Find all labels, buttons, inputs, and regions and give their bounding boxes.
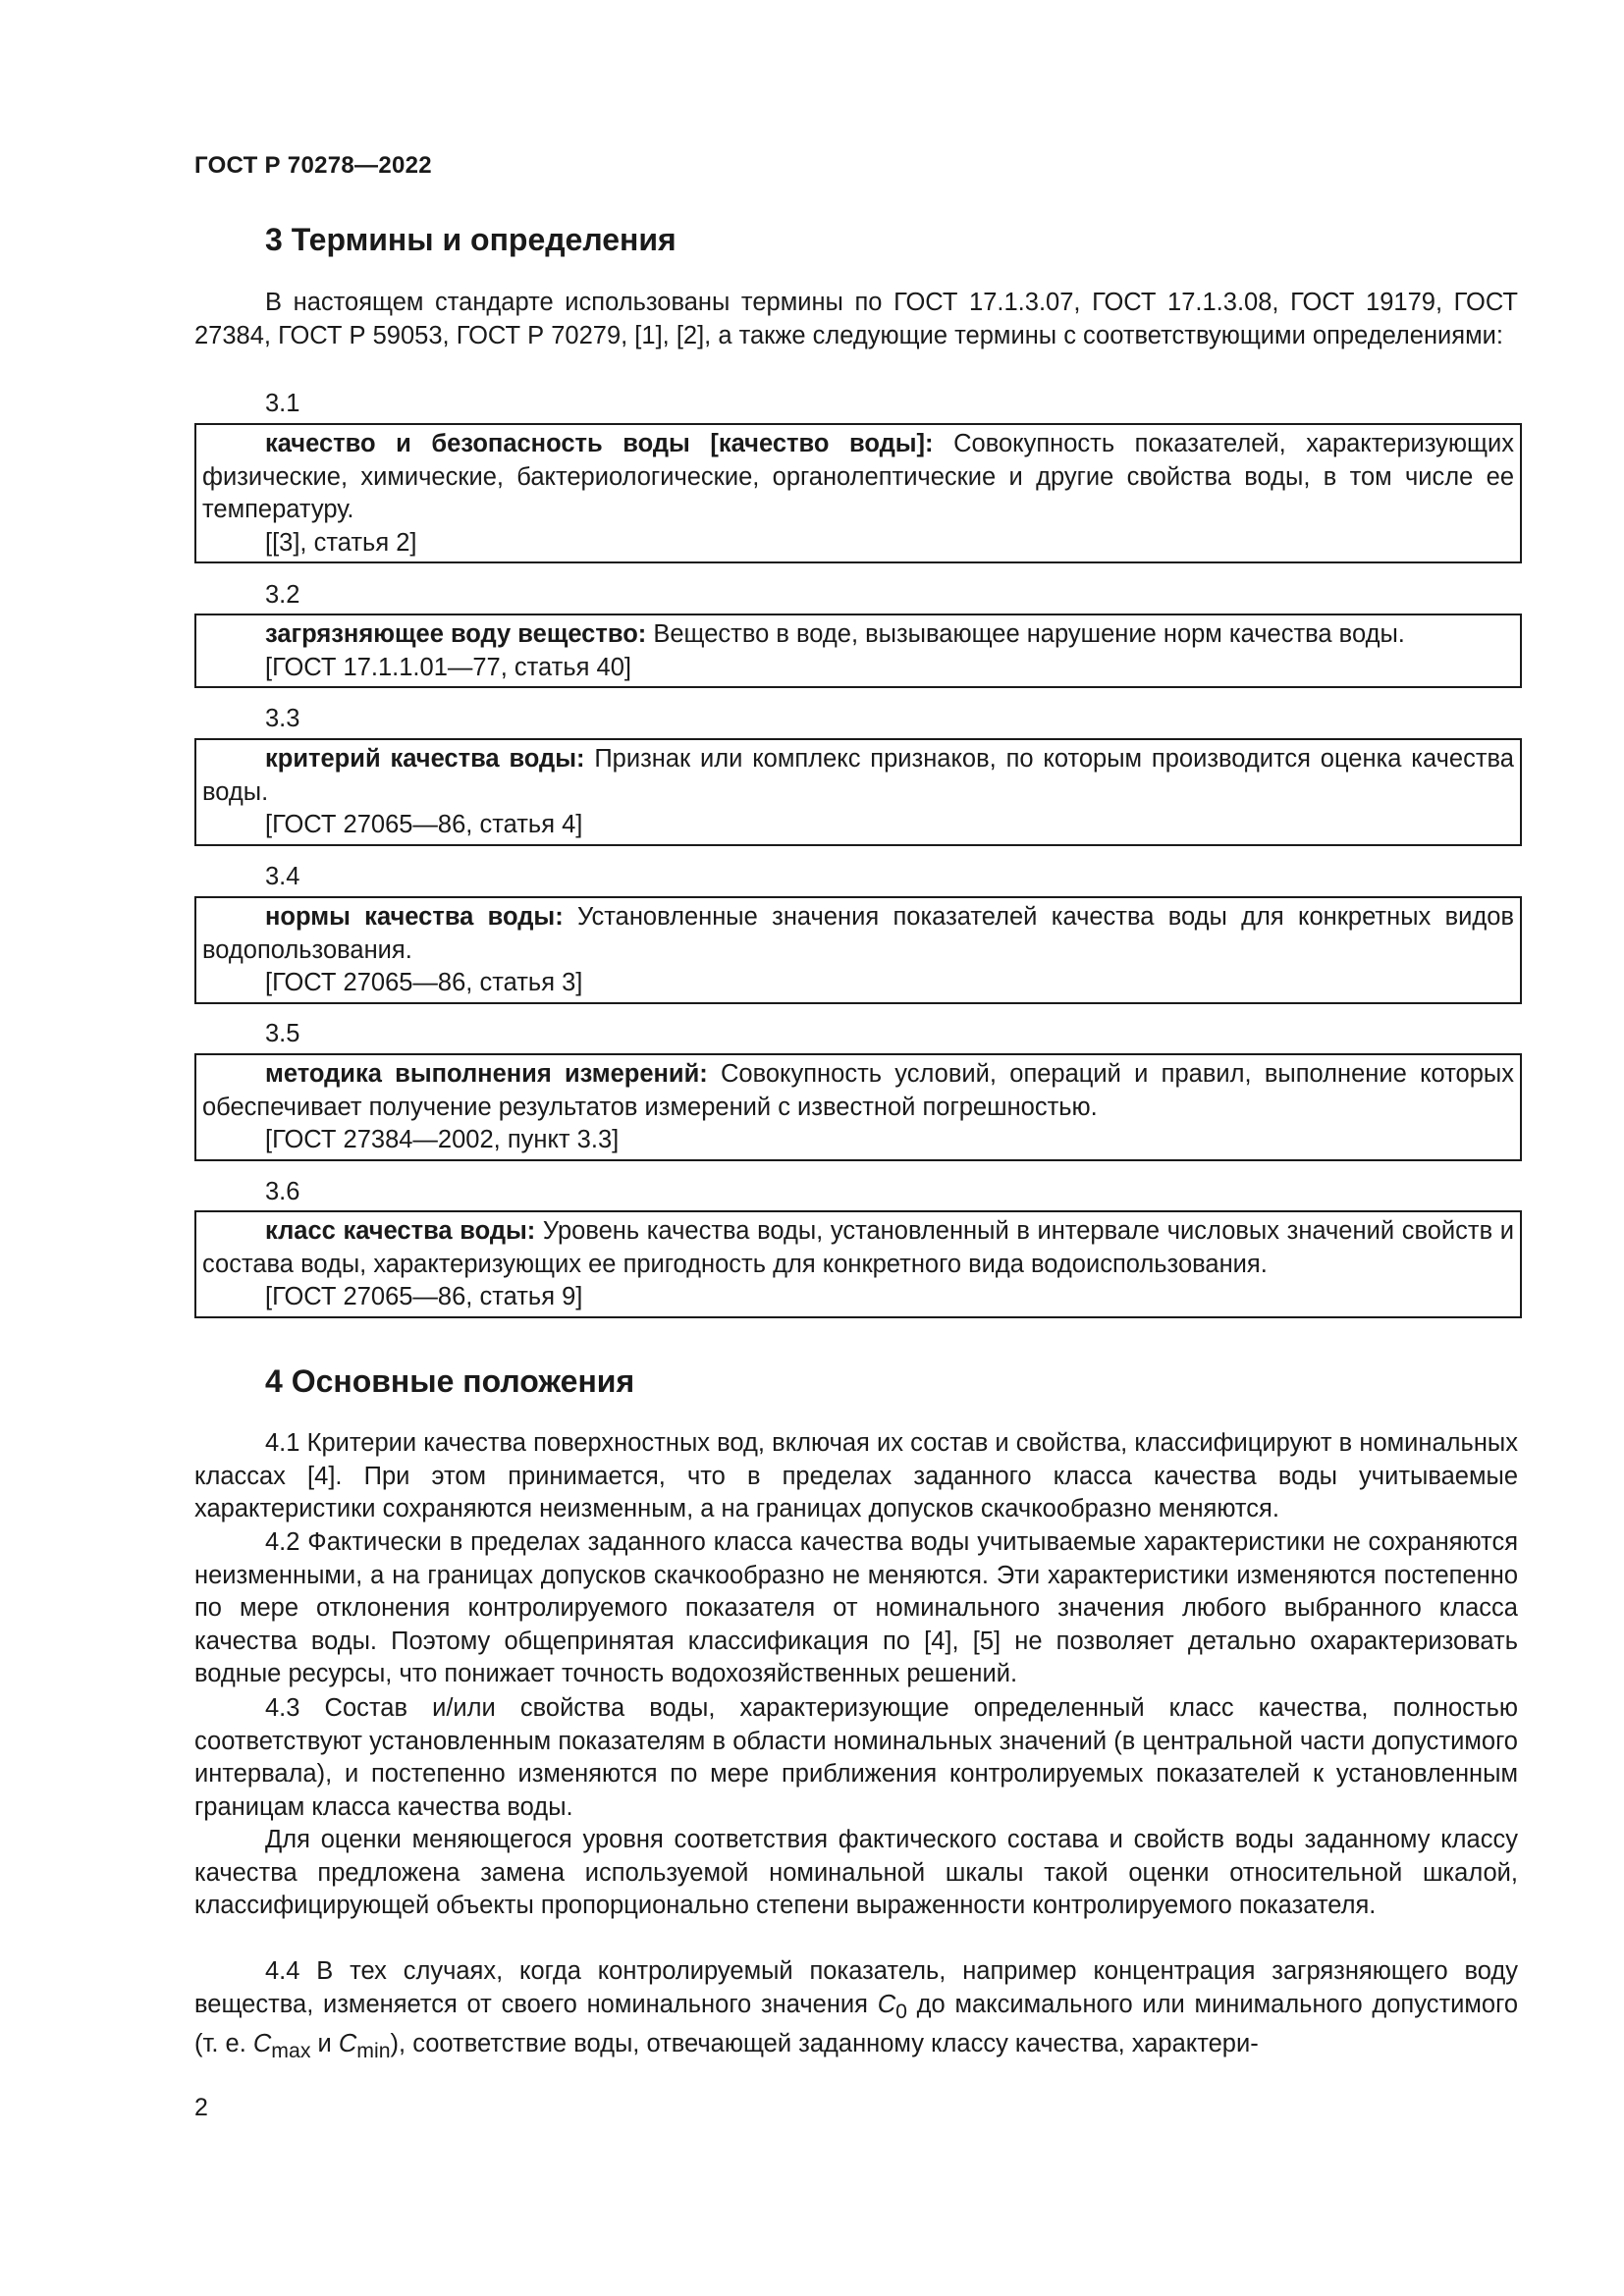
term-source: [ГОСТ 27065—86, статья 3] (265, 969, 583, 996)
term-definition-text: Вещество в воде, вызывающее нарушение норм качества воды. (646, 620, 1405, 648)
section-3-intro: В настоящем стандарте использованы термины по ГОСТ 17.1.3.07, ГОСТ 17.1.3.08, ГОСТ 19179, ГОСТ 27384, ГОСТ Р 59053, ГОСТ Р 70279, [1], [2], а также следующие термины с соответствующими определениями: (194, 289, 1518, 349)
var-cmax (253, 2030, 271, 2057)
term-name: методика выполнения измерений: (265, 1060, 708, 1088)
paragraph-4-2: 4.2 Фактически в пределах заданного класса качества воды учитываемые характеристики не сохраняются неизменными, а на границах допусков скачкообразно не меняются. Эти характеристики изменяются постепенно по мере отклонения контролируемого показателя от номинального значения любого выбранного класса качества воды. Поэтому общепринятая классификация по [4], [5] не позволяет детально охарактеризовать водные ресурсы, что понижает точность водохозяйственных решений. (194, 1528, 1518, 1687)
term-number: 3.6 (265, 1178, 300, 1205)
term-number: 3.2 (265, 581, 300, 609)
term-source: [[3], статья 2] (265, 528, 417, 557)
term-name: качество и безопасность воды [качество воды]: (265, 430, 934, 457)
term-definition (202, 428, 1514, 527)
term-name: класс качества воды: (265, 1217, 536, 1245)
var-c-letter: C (877, 1990, 896, 2018)
term-definition (202, 618, 1514, 652)
var-c-letter: C (338, 2030, 357, 2058)
section-3-heading: 3 Термины и определения (265, 222, 677, 257)
term-box (194, 1053, 1522, 1161)
var-c-letter: C (252, 2030, 272, 2058)
paragraph-4-3-cont: Для оценки меняющегося уровня соответствия фактического состава и свойств воды заданному классу качества предложена замена используемой номинальной шкалы такой оценки относительной шкалой, классифицирующей объекты пропорционально степени выраженности контролируемого показателя. (194, 1826, 1518, 1919)
subscript-min: min (356, 2039, 391, 2063)
term-box (194, 423, 1522, 563)
term-box (194, 896, 1522, 1004)
term-definition (202, 901, 1514, 967)
paragraph-4-1: 4.1 Критерии качества поверхностных вод, включая их состав и свойства, классифицируют в номинальных классах [4]. При этом принимается, что в пределах заданного класса качества воды учитываемые характеристики сохраняются неизменным, а на границах допусков скачкообразно меняются. (194, 1429, 1518, 1522)
term-definition-text: Уровень качества воды, установленный в интервале числовых значений свойств и состава воды, характеризующих ее пригодность для конкретного вида водоиспользования. (202, 1217, 1514, 1278)
term-number: 3.1 (265, 390, 300, 417)
section-4-heading: 4 Основные положения (265, 1363, 635, 1399)
term-definition-text: Совокупность показателей, характеризующих физические, химические, бактериологические, органолептические и другие свойства воды, в том числе ее температуру. (202, 430, 1515, 523)
subscript-0: 0 (895, 1999, 907, 2023)
page-number: 2 (194, 2094, 208, 2121)
term-definition (202, 743, 1514, 809)
paragraph-4-4-text-d: ), соответствие воды, отвечающей заданному классу качества, характери- (390, 2030, 1259, 2058)
paragraph-4-4-text-c: и (310, 2030, 339, 2058)
term-source: [ГОСТ 17.1.1.01—77, статья 40] (265, 653, 631, 681)
term-definition (202, 1215, 1514, 1281)
subscript-max: max (271, 2039, 311, 2063)
paragraph-4-3: 4.3 Состав и/или свойства воды, характеризующие определенный класс качества, полностью соответствуют установленным показателям в области номинальных значений (в центральной части допустимого интервала), и постепенно изменяются по мере приближения контролируемых показателей к установленным границам класса качества воды. (194, 1694, 1518, 1821)
paragraph-4-4-text-b: до максимального или минимального допустимого (т. е. (194, 1990, 1519, 2058)
term-definition-text: Признак или комплекс признаков, по которым производится оценка качества воды. (202, 745, 1514, 806)
term-definition-text: Установленные значения показателей качества воды для конкретных видов водопользования. (202, 903, 1514, 964)
term-source: [ГОСТ 27065—86, статья 9] (265, 1283, 583, 1310)
term-definition-text: Совокупность условий, операций и правил, выполнение которых обеспечивает получение результатов измерений с известной погрешностью. (202, 1060, 1514, 1121)
term-number: 3.4 (265, 863, 300, 890)
term-name: нормы качества воды: (265, 903, 564, 931)
document-code-header: ГОСТ Р 70278—2022 (194, 152, 432, 179)
term-number: 3.3 (265, 705, 300, 732)
term-number: 3.5 (265, 1020, 300, 1047)
term-box (194, 738, 1522, 846)
term-name: критерий качества воды: (265, 745, 585, 773)
term-definition (202, 1058, 1514, 1124)
term-box (194, 1210, 1522, 1318)
var-cmin (339, 2030, 356, 2057)
term-name: загрязняющее воду вещество: (265, 620, 647, 648)
paragraph-4-4 (194, 1955, 1518, 2068)
var-c0 (878, 1991, 895, 2018)
paragraph-4-4-text-a: 4.4 В тех случаях, когда контролируемый показатель, например концентрация загрязняющего воду вещества, изменяется от своего номинального значения (194, 1957, 1518, 2018)
term-source: [ГОСТ 27065—86, статья 4] (265, 811, 583, 838)
term-source: [ГОСТ 27384—2002, пункт 3.3] (265, 1126, 620, 1153)
term-box (194, 614, 1522, 688)
